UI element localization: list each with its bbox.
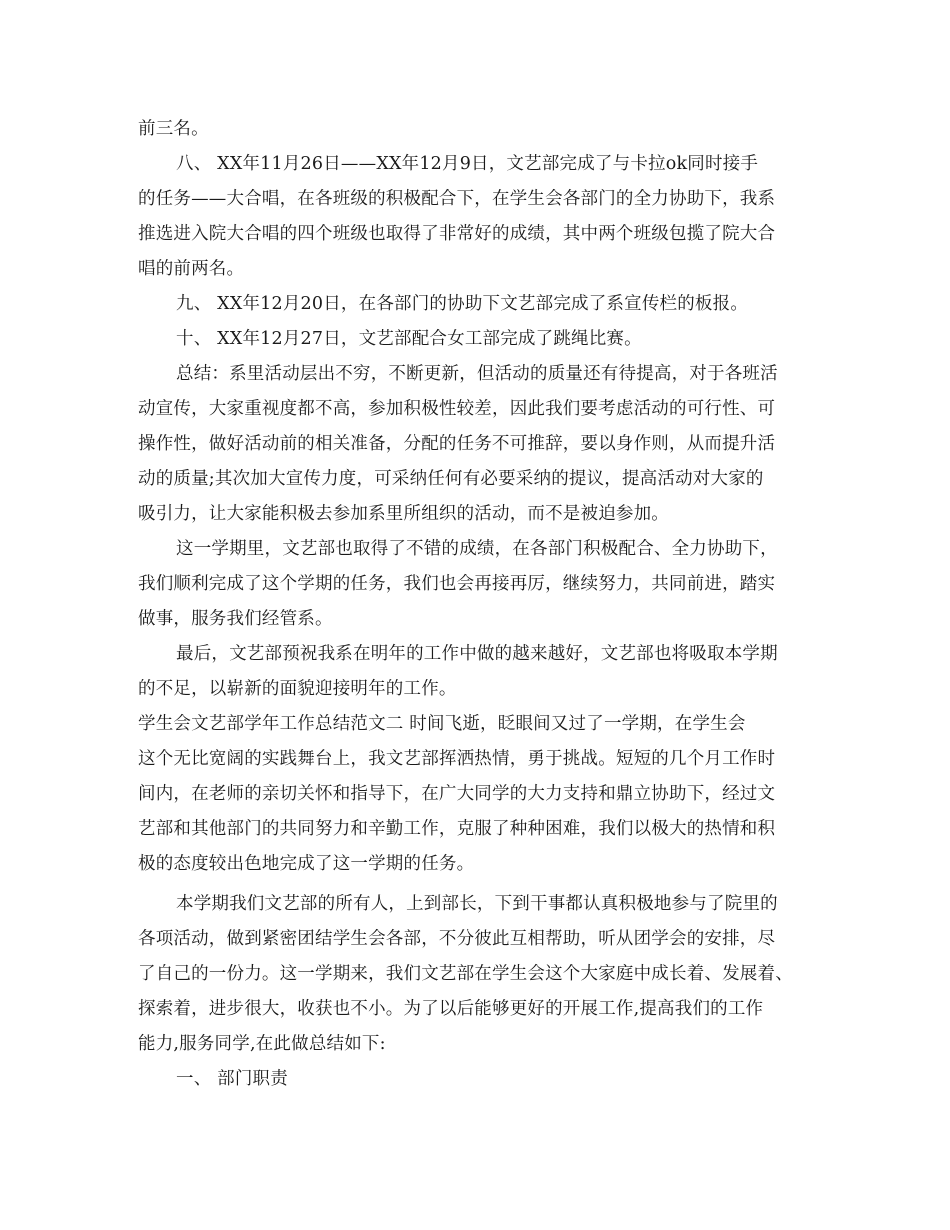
text-line: 做事，服务我们经管系。: [138, 609, 333, 629]
text-line: 最后，文艺部预祝我系在明年的工作中做的越来越好，文艺部也将吸取本学期: [176, 644, 778, 664]
text-line: 操作性，做好活动前的相关准备，分配的任务不可推辞，要以身作则，从而提升活: [138, 434, 776, 454]
text-line: 推选进入院大合唱的四个班级也取得了非常好的成绩，其中两个班级包揽了院大合: [138, 224, 776, 244]
text-line: 十、 XX年12月27日，文艺部配合女工部完成了跳绳比赛。: [176, 329, 642, 349]
text-line: 这个无比宽阔的实践舞台上，我文艺部挥洒热情，勇于挑战。短短的几个月工作时: [138, 749, 776, 769]
text-line: 能力,服务同学,在此做总结如下:: [138, 1034, 386, 1054]
text-line: 八、 XX年11月26日——XX年12月9日，文艺部完成了与卡拉ok同时接手: [176, 154, 759, 174]
text-line: 了自己的一份力。这一学期来，我们文艺部在学生会这个大家庭中成长着、发展着、: [138, 964, 793, 984]
text-line: 的任务——大合唱，在各班级的积极配合下，在学生会各部门的全力协助下，我系: [138, 189, 776, 209]
section-heading-line: 学生会文艺部学年工作总结范文二 时间飞逝，眨眼间又过了一学期，在学生会: [138, 714, 746, 734]
text-line: 艺部和其他部门的共同努力和辛勤工作，克服了种种困难，我们以极大的热情和积: [138, 819, 776, 839]
text-line: 吸引力，让大家能积极去参加系里所组织的活动，而不是被迫参加。: [138, 504, 669, 524]
text-line: 极的态度较出色地完成了这一学期的任务。: [138, 854, 475, 874]
text-line: 一、 部门职责: [176, 1069, 288, 1089]
text-line: 的不足，以崭新的面貌迎接明年的工作。: [138, 679, 457, 699]
text-line: 我们顺利完成了这个学期的任务，我们也会再接再厉，继续努力，共同前进，踏实: [138, 574, 776, 594]
text-line: 唱的前两名。: [138, 259, 245, 279]
text-line: 间内，在老师的亲切关怀和指导下，在广大同学的大力支持和鼎立协助下，经过文: [138, 784, 776, 804]
text-line: 各项活动，做到紧密团结学生会各部，不分彼此互相帮助，听从团学会的安排，尽: [138, 929, 776, 949]
text-line: 探索着，进步很大，收获也不小。为了以后能够更好的开展工作,提高我们的工作: [138, 999, 764, 1019]
text-line: 总结：系里活动层出不穷，不断更新，但活动的质量还有待提高，对于各班活: [176, 364, 778, 384]
text-line: 九、 XX年12月20日，在各部门的协助下文艺部完成了系宣传栏的板报。: [176, 294, 749, 314]
text-line: 动宣传，大家重视度都不高，参加积极性较差，因此我们要考虑活动的可行性、可: [138, 399, 776, 419]
text-line: 这一学期里，文艺部也取得了不错的成绩，在各部门积极配合、全力协助下，: [176, 539, 778, 559]
text-line: 本学期我们文艺部的所有人，上到部长，下到干事都认真积极地参与了院里的: [176, 894, 778, 914]
text-line: 动的质量;其次加大宣传力度，可采纳任何有必要采纳的提议，提高活动对大家的: [138, 469, 764, 489]
text-line: 前三名。: [138, 119, 209, 139]
